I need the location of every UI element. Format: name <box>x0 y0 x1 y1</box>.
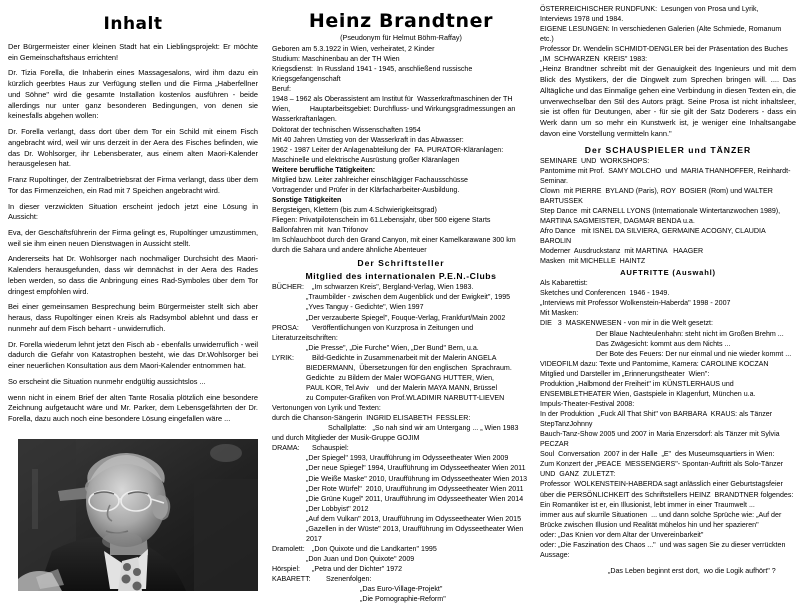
kabarettist-line: Sketches und Conferencen 1946 - 1949. <box>540 289 670 298</box>
book-entry: „Traumbilder - zwischen dem Augenblick und der Ewigkeit", 1995 <box>306 293 511 302</box>
closing-line: Ein Romantiker ist er, ein Illusionist, lebt immer in einer Traumwelt ... <box>540 500 755 509</box>
drama-entry: „Der Lobbyist" 2012 <box>306 504 369 513</box>
inhalt-paragraph: Franz Rupoltinger, der Zentralbetriebsrat der Firma verlangt, dass über dem Tor das Firmenzeichen, ein Rad mit 7 Speichen angebracht wird. <box>8 175 258 195</box>
auftritt-entry: Soul Conversation 2007 in der Halle „E" des Museumsquartiers in Wien: <box>540 450 775 459</box>
seminar-entry: Afro Dance mit ISNEL DA SILVIERA, GERMAINE ACOGNY, CLAUDIA <box>540 226 766 235</box>
heading-der-schriftsteller: Der Schriftsteller <box>357 258 445 269</box>
bio-line: 1948 – 1962 als Oberassistent am Institut für Wasserkraftmaschinen der TH <box>272 95 513 104</box>
lyrik-label: LYRIK: <box>272 353 294 362</box>
kabarett-entry: „Die Pornographie-Reform" <box>360 595 446 604</box>
bio-line: durch die Sahara und andere ähnliche Abenteuer <box>272 246 427 255</box>
prosa-row <box>272 323 530 333</box>
bio-line: Fliegen: Privatpilotenschein im 61.Lebensjahr, über 500 eigene Starts <box>272 216 491 225</box>
vertonungen-line: durch die Chanson-Sängerin INGRID ELISABETH FESSLER: <box>272 414 471 423</box>
orf-line: „IM SCHWARZEN KREIS" 1983: <box>540 55 648 64</box>
kabarett-label: KABARETT: <box>272 575 311 584</box>
prosa-entry: „Die Presse", „Die Furche" Wien, „Der Bund" Bern, u.a. <box>306 343 479 352</box>
prosa-entry: Literaturzeitschriften: <box>272 333 338 342</box>
dramolett-entry: „Don Quixote und die Landkarten" 1995 <box>312 544 437 553</box>
right-column <box>534 0 800 575</box>
seminar-entry: Clown mit PIERRE BYLAND (Paris), ROY BOSIER (Rom) und WALTER <box>540 186 773 195</box>
dramolett-entry: „Don Juan und Don Quixote" 2009 <box>306 555 415 563</box>
subheading-weitere-taetigkeiten: Weitere berufliche Tätigkeiten: <box>272 165 376 174</box>
drama-subheading: Schauspiel: <box>312 444 349 453</box>
auftritt-entry: Mitglied und Darsteller im „Erinnerungstheater Wien": <box>540 369 710 378</box>
auftritt-entry: StepTanzJohnny <box>540 420 593 429</box>
inhalt-paragraph: In dieser verzwickten Situation erscheint jedoch jetzt eine Lösung in Aussicht: <box>8 201 258 222</box>
bio-line: Im Schlauchboot durch den Grand Canyon, mit einer Kamelkarawane 300 km <box>272 236 516 245</box>
author-name-title: Heinz Brandtner <box>308 10 494 32</box>
heading-schauspieler-taenzer: Der SCHAUSPIELER und TÄNZER <box>584 144 752 155</box>
dramolett-row <box>272 544 530 554</box>
heading-und-ganz-zuletzt: UND GANZ ZULETZT: <box>540 470 616 479</box>
inhalt-paragraph: Der Bürgermeister einer kleinen Stadt hat ein Lieblingsprojekt: Er möchte ein Gemeinschaftshaus errichten! <box>8 42 258 62</box>
seminar-entry: BARTUSSEK <box>540 196 583 205</box>
dramolett-label: Dramolett: <box>272 544 305 553</box>
bio-line: Beruf: <box>272 85 291 94</box>
masken-entry: Der Blaue Nachteulenhahn: steht nicht im Großen Brehm ... <box>596 329 784 338</box>
bio-line: Kriegsdienst: In Russland 1941 - 1945, anschließend russische <box>272 65 473 74</box>
auftritt-entry: Zum Konzert der „PEACE MESSENGERS"- Spontan-Auftritt als Solo-Tänzer <box>540 460 784 469</box>
schallplatte-entry: Schallplatte: „So nah sind wir am Untergang ... „ Wien 1983 <box>328 424 519 433</box>
middle-column <box>268 0 534 604</box>
seminar-entry: MARTINA SAGMEISTER, DAGMAR BENDA u.a. <box>540 216 695 225</box>
closing-line: Professor WOLKENSTEIN-HABERDA sagt anlässlich einer Geburtstagsfeier <box>540 480 783 489</box>
lyrik-entry: PAUL KOR, Tel Aviv und der Malerin MAYA MANN, Brüssel <box>306 383 498 392</box>
bio-line: Maschinelle und elektrische Ausrüstung großer Kläranlagen <box>272 155 460 164</box>
inhalt-paragraph: wenn nicht in einem Brief der alten Tante Rosalia plötzlich eine besondere Zeichnung aufgetaucht wäre und Mr. Parker, dem Lebensgefährten der Dr. Forella, dazu auch noch eine besondere Lösung eingefallen wäre ... <box>8 392 258 424</box>
seminar-entry: Moderner Ausdruckstanz mit MARTINA HAAGER <box>540 247 704 256</box>
orf-line: etc.) <box>540 35 554 44</box>
book-entry: „Yves Tanguy - Gedichte", Wien 1997 <box>306 303 424 312</box>
drama-entry: „Der Rote Würfel" 2010, Uraufführung im Odysseetheater Wien 2011 <box>306 484 524 493</box>
orf-line: EIGENE LESUNGEN: In verschiedenen Galerien (Alte Schmiede, Romanum <box>540 25 782 34</box>
inhalt-paragraph: Eva, der Geschäftsführerin der Firma gelingt es, Rupoltinger umzustimmen, weil sie ihm einen neuen Dienstwagen in Aussicht stellt. <box>8 228 258 248</box>
auftritt-entry: PECZAR <box>540 440 569 449</box>
bio-line: Ballonfahren mit Ivan Trifonov <box>272 226 368 235</box>
auftritt-entry: Bauch-Tanz-Show 2005 und 2007 in Maria Enzersdorf: als Tänzer mit Sylvia <box>540 430 780 439</box>
bio-line: Wien, Hauptarbeitsgebiet: Durchfluss- und Wirkungsgradmessungen an <box>272 105 516 114</box>
drama-entry: „Die Weiße Maske" 2010, Uraufführung im Odysseetheater Wien 2013 <box>306 474 528 483</box>
left-column <box>0 0 268 566</box>
auftritt-entry: Produktion „Halbmond der Freiheit" im KÜNSTLERHAUS und <box>540 379 734 388</box>
orf-line: ÖSTERREICHISCHER RUNDFUNK: Lesungen von Prosa und Lyrik, <box>540 5 759 13</box>
inhalt-paragraph: Dr. Tizia Forella, die Inhaberin eines Massagesalons, wird ihm dazu ein kürzlich geerbtes Haus zur Verfügung stellen und die Firma „Haberfellner und Söhne" wird die gesamte Installation kostenlos ausführen - beide allerdings nur unter ganz besonderen Bedingungen, von denen sie keinesfalls abgehen wollen: <box>8 68 258 121</box>
gojim-line: und durch Mitglieder der Musik-Gruppe GOJIM <box>272 434 420 443</box>
kabarett-row <box>272 574 530 584</box>
inhalt-paragraph: Bei einer gemeinsamen Besprechung beim Bürgermeister stellt sich aber heraus, dass Rupoltinger einen Kreis als Radsymbol ablehnt und dass er nunmehr auf dem Fisch beharrt - unwiderruflich. <box>8 302 258 333</box>
lyrik-entry: Bild-Gedichte in Zusammenarbeit mit der Malerin ANGELA <box>312 353 497 362</box>
final-quote: „Das Leben beginnt erst dort, wo die Logik aufhört" ? <box>608 566 776 575</box>
lyrik-row <box>272 353 530 363</box>
lyrik-entry: Gedichte zu Bildern der Maler WOFGANG HUTTER, Wien, <box>306 373 495 382</box>
closing-line: über die PERSÖNLICHKEIT des Schriftstellers HEINZ BRANDTNER folgendes: <box>540 490 794 499</box>
drama-entry: „Der neue Spiegel" 1994, Uraufführung im Odysseetheater Wien 2011 <box>306 464 526 473</box>
bio-line: 1962 - 1987 Leiter der Anlagenabteilung der FA. PURATOR-Kläranlagen: <box>272 145 504 154</box>
auftritt-entry: Impuls-Theater-Festival 2008: <box>540 399 635 408</box>
books-row <box>272 282 530 292</box>
schmidt-dengler-quote: „Heinz Brandtner schreibt mit der Genauigkeit des Ingenieurs und mit dem Blick des Mystikers, der die Dingwelt zum Sprechen bringen will. .... Das Alltägliche und das Einmalige gehen eine Verbindung in diesen Texten ein, die unverwechselbar den Stil des Autors prägt. Seine Prosa ist nicht inhaltsleer, sie ist offen für Deutungen, aber - für sie gilt der Satz Doderers - dass ein Werk dann um so mehr ein Kunstwerk ist, je weniger eine Inhaltsangabe davon eine Vorstellung vermitteln kann." <box>540 64 796 138</box>
portrait-photo-image <box>18 439 258 591</box>
drama-entry: „Der Spiegel" 1993, Uraufführung im Odysseetheater Wien 2009 <box>306 454 509 463</box>
closing-line: oder: „Das Knien vor dem Altar der Unvereinbarkeit" <box>540 530 704 539</box>
inhalt-paragraph: Andererseits hat Dr. Wohlsorger nach nochmaliger Durchsicht des Maori-Kalenders herausgefunden, dass wir demnächst in der Aera des Rades leben werden, so dass die Anbringung eines Rad-Symboles über dem Tor dringest empfohlen wird. <box>8 254 258 296</box>
seminars-label: SEMINARE UND WORKSHOPS: <box>540 156 650 165</box>
hoerspiel-entry: „Petra und der Dichter" 1972 <box>312 565 403 574</box>
bio-line: Mit 40 Jahren Umstieg von der Wasserkraft in das Abwasser: <box>272 135 464 144</box>
masken-entry: Der Bote des Feuers: Der nur einmal und nie wieder kommt ... <box>596 349 792 358</box>
closing-line: Brücke zwischen Illusion und Realität mühelos hin und her spazieren" <box>540 520 759 529</box>
portrait-photo <box>18 439 258 591</box>
bio-line: Kriegsgefangenschaft <box>272 75 341 84</box>
page-title-inhalt: Inhalt <box>103 14 163 34</box>
author-pseudonym: (Pseudonym für Helmut Böhm-Raffay) <box>340 33 462 42</box>
orf-line: Professor Dr. Wendelin SCHMIDT-DENGLER bei der Präsentation des Buches <box>540 45 788 54</box>
prosa-entry: Veröffentlichungen von Kurzprosa in Zeitungen und <box>312 323 474 332</box>
vertonungen-line: Vertonungen von Lyrik und Texten: <box>272 404 381 413</box>
heading-pen-club: Mitglied des internationalen P.E.N.-Clubs <box>305 271 497 282</box>
closing-line: Aussage: <box>540 550 570 559</box>
bio-line: Vortragender und Prüfer in der Klärfacharbeiter-Ausbildung. <box>272 185 460 194</box>
orf-line: Interviews 1978 und 1984. <box>540 15 624 24</box>
heading-auftritte: AUFTRITTE (Auswahl) <box>620 268 716 278</box>
drama-entry: „Auf dem Vulkan" 2013, Uraufführung im Odysseetheater Wien 2015 <box>306 514 522 523</box>
seminar-entry: BAROLIN <box>540 237 572 246</box>
kabarettist-line: „Interviews mit Professor Wolkenstein-Haberda" 1998 - 2007 <box>540 299 731 308</box>
bio-line: Bergsteigen, Klettern (bis zum 4.Schwierigkeitsgrad) <box>272 206 437 214</box>
kabarett-subheading: Szenenfolgen: <box>326 575 372 584</box>
lyrik-entry: BIEDERMANN, Übersetzungen für den englischen Sprachraum. <box>306 363 512 372</box>
closing-line: oder: „Die Faszination des Chaos ..." und was sagen Sie zu dieser verrückten <box>540 540 786 549</box>
books-label: BÜCHER: <box>272 283 304 292</box>
drama-row <box>272 443 530 453</box>
inhalt-paragraph: Dr. Forella wiederum lehnt jetzt den Fisch ab - ebenfalls unwiderruflich - weil dadurch die Gefahr von Katastrophen besteht, wie das Dr.Wohlsorger bei einer neuerlichen Konsultation aus dem Maori-Kalender entnommen hat. <box>8 339 258 371</box>
inhalt-paragraph: So erscheint die Situation nunmehr endgültig aussichtslos ... <box>8 376 206 386</box>
prosa-label: PROSA: <box>272 323 299 332</box>
auftritt-entry: In der Produktion „Fuck All That Shit" von BARBARA KRAUS: als Tänzer <box>540 410 773 419</box>
bio-line: Wasserkraftanlagen. <box>272 115 337 124</box>
bio-line: Mitglied bzw. Leiter zahlreicher einschlägiger Fachausschüsse <box>272 175 468 184</box>
auftritt-entry: ENSEMBLETHEATER Wien, Gastspiele in Klagenfurt, München u.a. <box>540 389 756 398</box>
masken-entry: Das Zwägesicht: kommt aus dem Nichts ... <box>596 339 731 348</box>
bio-line: Doktorat der technischen Wissenschaften 1954 <box>272 125 421 134</box>
kabarett-entry: „Das Euro-Village-Projekt" <box>360 585 443 594</box>
bio-line: Geboren am 5.3.1922 in Wien, verheiratet, 2 Kinder <box>272 45 435 53</box>
seminar-entry: Masken mit MICHELLE HAINTZ <box>540 257 646 266</box>
lyrik-entry: zu Computer-Grafiken von Prof.WLADIMIR NARBUTT-LIEVEN <box>306 394 505 402</box>
book-entry: „Der verzauberte Spiegel", Fouque-Verlag, Frankfurt/Main 2002 <box>306 313 506 322</box>
hoerspiel-label: Hörspiel: <box>272 565 300 574</box>
masken-heading: DIE 3 MASKENWESEN - von mir in die Welt gesetzt: <box>540 319 713 328</box>
drama-entry: „Die Grüne Kugel" 2011, Uraufführung im Odysseetheater Wien 2014 <box>306 494 524 503</box>
seminar-entry: Seminar. <box>540 176 568 185</box>
seminar-entry: Step Dance mit CARNELL LYONS (Internationale Wintertanzwochen 1989), <box>540 206 781 215</box>
subheading-sonstige-taetigkeiten: Sonstige Tätigkeiten <box>272 195 342 204</box>
bio-line: Studium: Maschinenbau an der TH Wien <box>272 55 400 64</box>
book-entry: „Im schwarzen Kreis", Bergland-Verlag, Wien 1983. <box>312 283 474 292</box>
drama-entry: „Gazellen in der Wüste" 2013, Uraufführung im Odysseetheater Wien 2017 <box>306 524 526 543</box>
closing-line: immer aus auf skurrile Situationen ... und dann solche Sprüche wie: „Auf der <box>540 510 782 519</box>
masken-label: Mit Masken: <box>540 309 579 318</box>
drama-label: DRAMA: <box>272 444 300 453</box>
inhalt-paragraph: Dr. Forella verlangt, dass dort über dem Tor ein Schild mit einem Fisch angebracht wird, weil wir uns derzeit in der Aera des Fisches befinden, wie das Dr. Wohlsorger, ihr Lebensberater, aus einem alten Maori-Kalender herausgelesen hat. <box>8 127 258 169</box>
kabarettist-line: Als Kabarettist: <box>540 279 588 288</box>
auftritt-entry: VIDEOFILM dazu: Texte und Pantomime, Kamera: CAROLINE KOCZAN <box>540 359 769 368</box>
seminar-entry: Pantomime mit Prof. SAMY MOLCHO und MARIA THANHOFFER, Reinhardt- <box>540 166 791 175</box>
